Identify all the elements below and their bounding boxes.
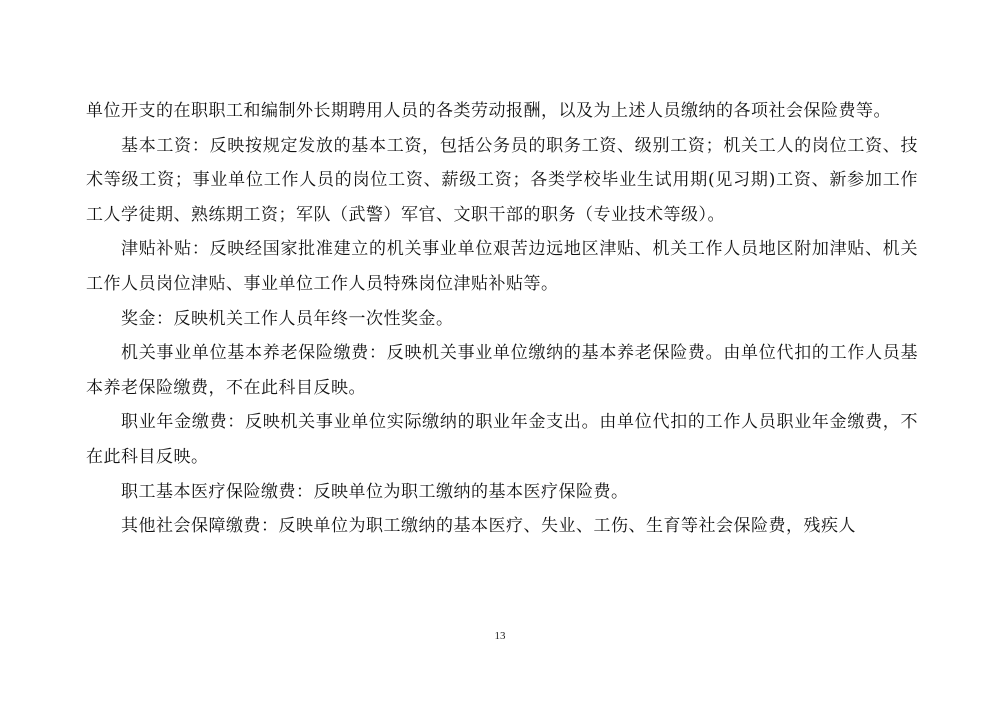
- paragraph-pension-insurance: 机关事业单位基本养老保险缴费：反映机关事业单位缴纳的基本养老保险费。由单位代扣的工作人员基本养老保险缴费，不在此科目反映。: [86, 343, 918, 398]
- paragraph-other-social-security: 其他社会保障缴费：反映单位为职工缴纳的基本医疗、失业、工伤、生育等社会保险费，残疾人: [121, 516, 856, 537]
- paragraph-bonus: 奖金：反映机关工作人员年终一次性奖金。: [121, 308, 454, 329]
- paragraph-occupational-annuity: 职业年金缴费：反映机关事业单位实际缴纳的职业年金支出。由单位代扣的工作人员职业年金缴费，不在此科目反映。: [86, 412, 918, 467]
- paragraph-basic-salary: 基本工资：反映按规定发放的基本工资，包括公务员的职务工资、级别工资；机关工人的岗位工资、技术等级工资；事业单位工作人员的岗位工资、薪级工资；各类学校毕业生试用期(见习期)工资、新参加工作工人学徒期、熟练期工资；军队（武警）军官、文职干部的职务（专业技术等级）。: [86, 135, 918, 225]
- paragraph-allowances: 津贴补贴：反映经国家批准建立的机关事业单位艰苦边远地区津贴、机关工作人员地区附加津贴、机关工作人员岗位津贴、事业单位工作人员特殊岗位津贴补贴等。: [86, 239, 918, 294]
- page-number: 13: [494, 630, 506, 642]
- paragraph-continuation: 单位开支的在职职工和编制外长期聘用人员的各类劳动报酬，以及为上述人员缴纳的各项社会保险费等。: [86, 101, 891, 121]
- paragraph-medical-insurance: 职工基本医疗保险缴费：反映单位为职工缴纳的基本医疗保险费。: [121, 481, 629, 502]
- document-body: [86, 94, 918, 544]
